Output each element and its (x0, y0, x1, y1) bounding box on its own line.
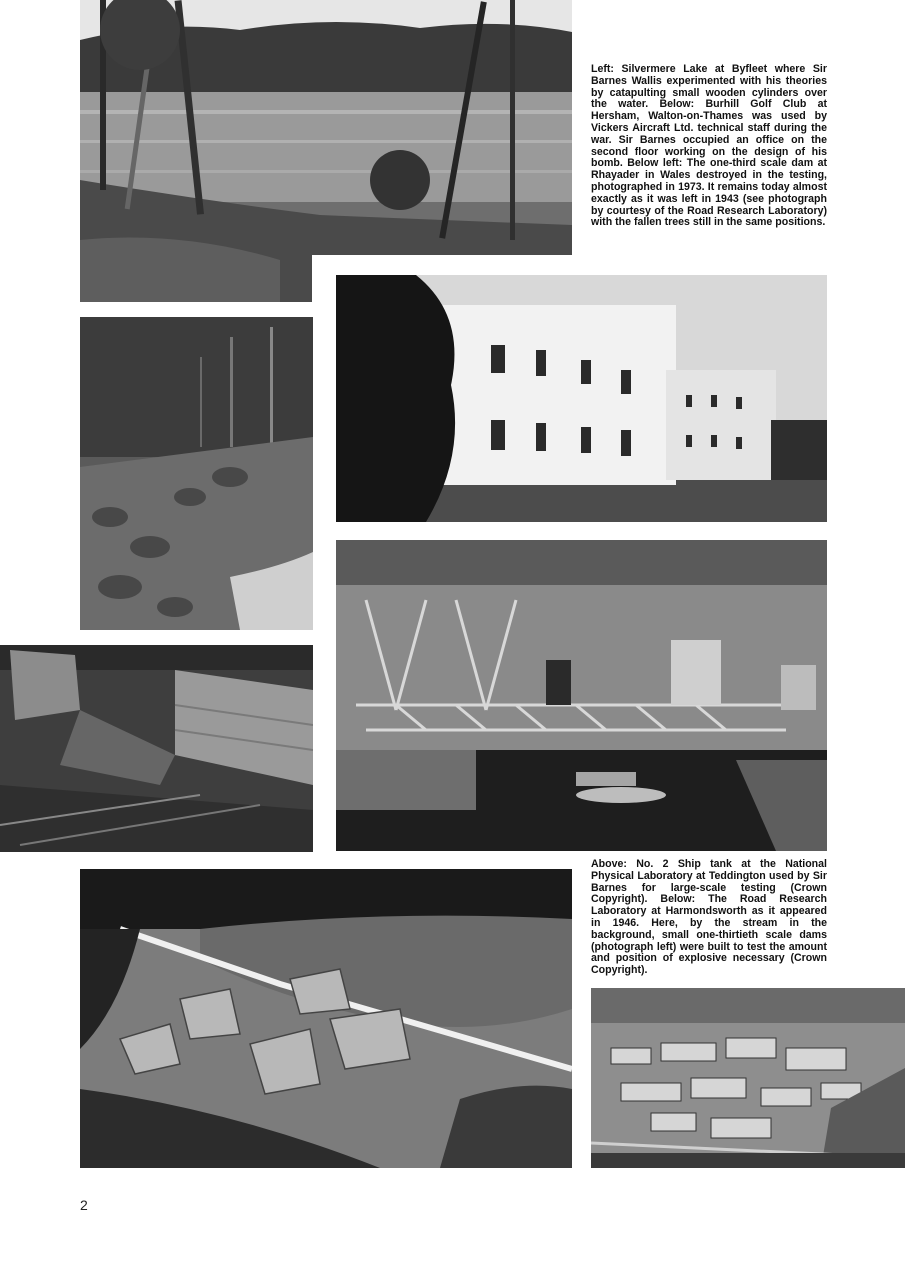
burhill-golf-club-photo (336, 275, 827, 522)
page-number: 2 (80, 1197, 88, 1213)
road-research-laboratory-aerial-photo (591, 988, 905, 1168)
rhayader-dam-1943-photo (0, 645, 313, 852)
caption-top-right: Left: Silvermere Lake at Byfleet where Sir Barnes Wallis experimented with his theories by catapulting small wooden cylinders over the water. Below: Burhill Golf Club at Hersham, Walton-on-Thames was used by Vickers Aircraft Ltd. technical staff during the war. Sir Barnes occupied an office on the second floor working on the design of his bomb. Below left: The one-third scale dam at Rhayader in Wales destroyed in the testing, photographed in 1973. It remains today almost exactly as it was left in 1943 (see photograph by courtesy of the Road Research Laboratory) with the fallen trees still in the same positions. (591, 63, 827, 229)
rhayader-dam-1973-photo (80, 317, 313, 630)
ship-tank-photo (336, 540, 827, 851)
silvermere-lake-photo (80, 0, 572, 302)
caption-bottom-right: Above: No. 2 Ship tank at the National Physical Laboratory at Teddington used by Sir Barnes for large-scale testing (Crown Copyright). Below: The Road Research Laboratory at Harmondsworth as it appeared in 1946. Here, by the stream in the background, small one-thirtieth scale dams (photograph left) were built to test the amount and position of explosive necessary (Crown Copyright). (591, 858, 827, 977)
scale-dam-photo (80, 869, 572, 1168)
